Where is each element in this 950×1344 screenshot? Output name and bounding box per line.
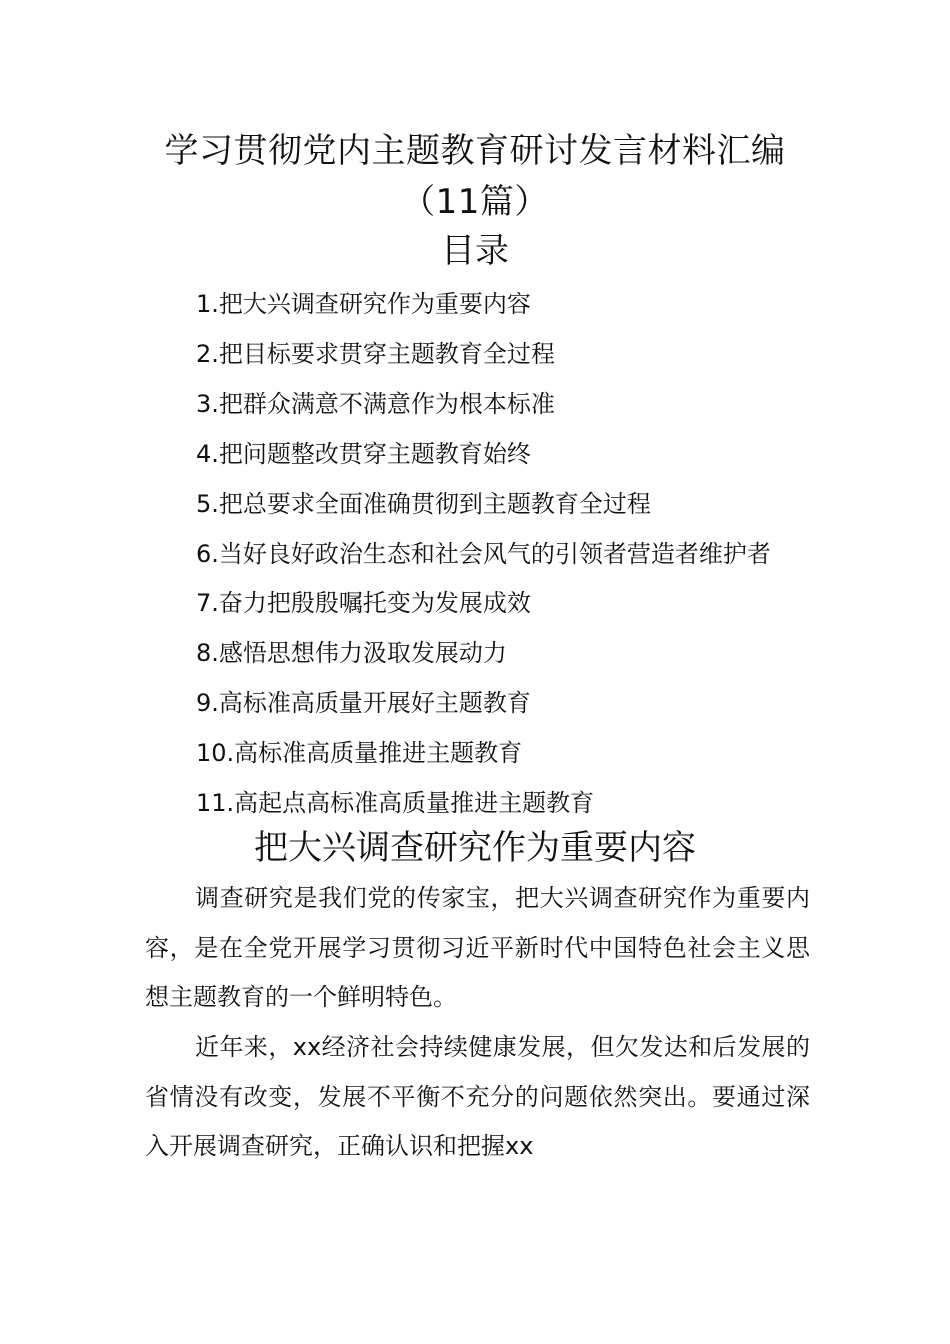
body-paragraph: 调查研究是我们党的传家宝，把大兴调查研究作为重要内容，是在全党开展学习贯彻习近平新时代中国特色社会主义思想主题教育的一个鲜明特色。 [145,884,810,1011]
toc-item: 9.高标准高质量开展好主题教育 [196,689,531,718]
toc-item: 1.把大兴调查研究作为重要内容 [196,290,531,318]
table-of-contents [196,280,771,829]
toc-item: 3.把群众满意不满意作为根本标准 [196,389,555,418]
toc-item: 2.把目标要求贯穿主题教育全过程 [196,339,555,368]
toc-heading: 目录 [441,231,509,271]
document-title: 学习贯彻党内主题教育研讨发言材料汇编 [164,131,786,171]
toc-item: 6.当好良好政治生态和社会风气的引领者营造者维护者 [196,539,771,568]
toc-item: 4.把问题整改贯穿主题教育始终 [196,439,531,468]
toc-item: 7.奋力把殷殷嘱托变为发展成效 [196,589,531,618]
toc-item: 10.高标准高质量推进主题教育 [196,739,523,768]
body-paragraph: 近年来，xx经济社会持续健康发展，但欠发达和后发展的省情没有改变，发展不平衡不充分的问题依然突出。要通过深入开展调查研究，正确认识和把握xx [145,1033,810,1160]
document-subtitle: （11篇） [401,182,549,222]
section-title: 把大兴调查研究作为重要内容 [254,828,696,868]
toc-item: 11.高起点高标准高质量推进主题教育 [196,789,595,818]
toc-item: 5.把总要求全面准确贯彻到主题教育全过程 [196,489,651,518]
toc-item: 8.感悟思想伟力汲取发展动力 [196,639,507,668]
